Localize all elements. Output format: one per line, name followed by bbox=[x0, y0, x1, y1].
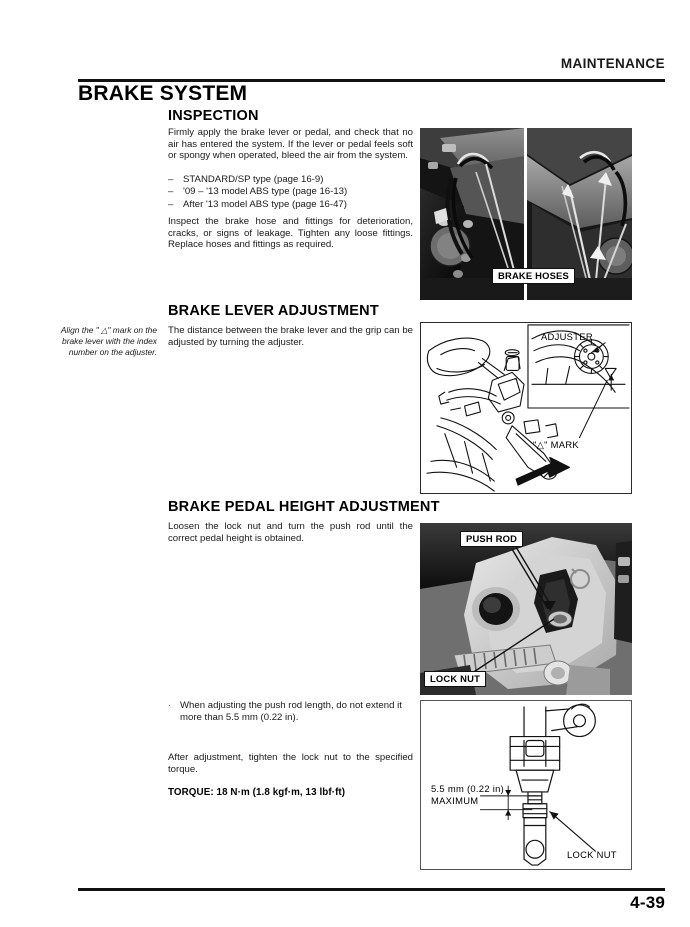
dimension-value: 5.5 mm (0.22 in) bbox=[431, 783, 505, 794]
list-item bbox=[168, 700, 413, 723]
inspection-paragraph-2: Inspect the brake hose and fittings for deterioration, cracks, or signs of leakage. Tighten any loose fittings. Replace hoses and fittings as required. bbox=[168, 216, 413, 251]
callout-push-rod: PUSH ROD bbox=[460, 531, 523, 547]
dash-mark: – bbox=[168, 186, 174, 198]
chapter-header: MAINTENANCE bbox=[560, 56, 665, 71]
label-triangle-mark: "△" MARK bbox=[533, 439, 579, 450]
label-adjuster: ADJUSTER bbox=[541, 331, 593, 342]
page-title: BRAKE SYSTEM bbox=[78, 82, 248, 105]
figure-lock-nut-dimension bbox=[420, 700, 632, 870]
bullet-mark: · bbox=[168, 701, 171, 710]
callout-brake-hoses: BRAKE HOSES bbox=[492, 268, 575, 284]
inspection-dash-list bbox=[168, 174, 413, 211]
push-rod-photo bbox=[420, 523, 632, 695]
dash-mark: – bbox=[168, 198, 174, 210]
section-title-brake-lever-adjustment: BRAKE LEVER ADJUSTMENT bbox=[168, 303, 379, 319]
pedal-bullet-list bbox=[168, 700, 413, 723]
figure-brake-lever-adjuster bbox=[420, 322, 632, 494]
dimension-qualifier: MAXIMUM bbox=[431, 795, 479, 806]
list-item-label: '09 – '13 model ABS type (page 16-13) bbox=[183, 186, 348, 198]
torque-specification: TORQUE: 18 N·m (1.8 kgf·m, 13 lbf·ft) bbox=[168, 787, 346, 798]
pedal-adjustment-paragraph: Loosen the lock nut and turn the push rod until the correct pedal height is obtained. bbox=[168, 521, 413, 544]
page-number: 4-39 bbox=[630, 893, 665, 912]
list-item bbox=[168, 174, 413, 186]
callout-lock-nut: LOCK NUT bbox=[424, 671, 486, 687]
label-lock-nut: LOCK NUT bbox=[567, 849, 617, 860]
section-title-brake-pedal-height-adjustment: BRAKE PEDAL HEIGHT ADJUSTMENT bbox=[168, 499, 440, 515]
section-title-inspection: INSPECTION bbox=[168, 108, 259, 124]
pedal-after-adjustment-paragraph: After adjustment, tighten the lock nut to the specified torque. bbox=[168, 752, 413, 775]
list-item-label: When adjusting the push rod length, do not extend it more than 5.5 mm (0.22 in). bbox=[180, 700, 402, 723]
list-item-label: After '13 model ABS type (page 16-47) bbox=[183, 198, 347, 210]
list-item-label: STANDARD/SP type (page 16-9) bbox=[183, 174, 324, 185]
figure-brake-hoses bbox=[420, 128, 632, 300]
dimension-label-max bbox=[431, 783, 504, 807]
list-item bbox=[168, 186, 413, 198]
list-item bbox=[168, 199, 413, 211]
lever-adjustment-paragraph: The distance between the brake lever and the grip can be adjusted by turning the adjuster. bbox=[168, 325, 413, 348]
margin-note-align-mark: Align the " △" mark on the brake lever with the index number on the adjuster. bbox=[60, 325, 157, 357]
inspection-paragraph-1: Firmly apply the brake lever or pedal, and check that no air has entered the system. If the lever or pedal feels soft or spongy when operated, bleed the air from the system. bbox=[168, 127, 413, 162]
footer-divider-rule bbox=[78, 888, 665, 891]
dash-mark: – bbox=[168, 174, 174, 185]
lever-line-drawing bbox=[421, 323, 631, 493]
figure-push-rod-lock-nut bbox=[420, 523, 632, 695]
